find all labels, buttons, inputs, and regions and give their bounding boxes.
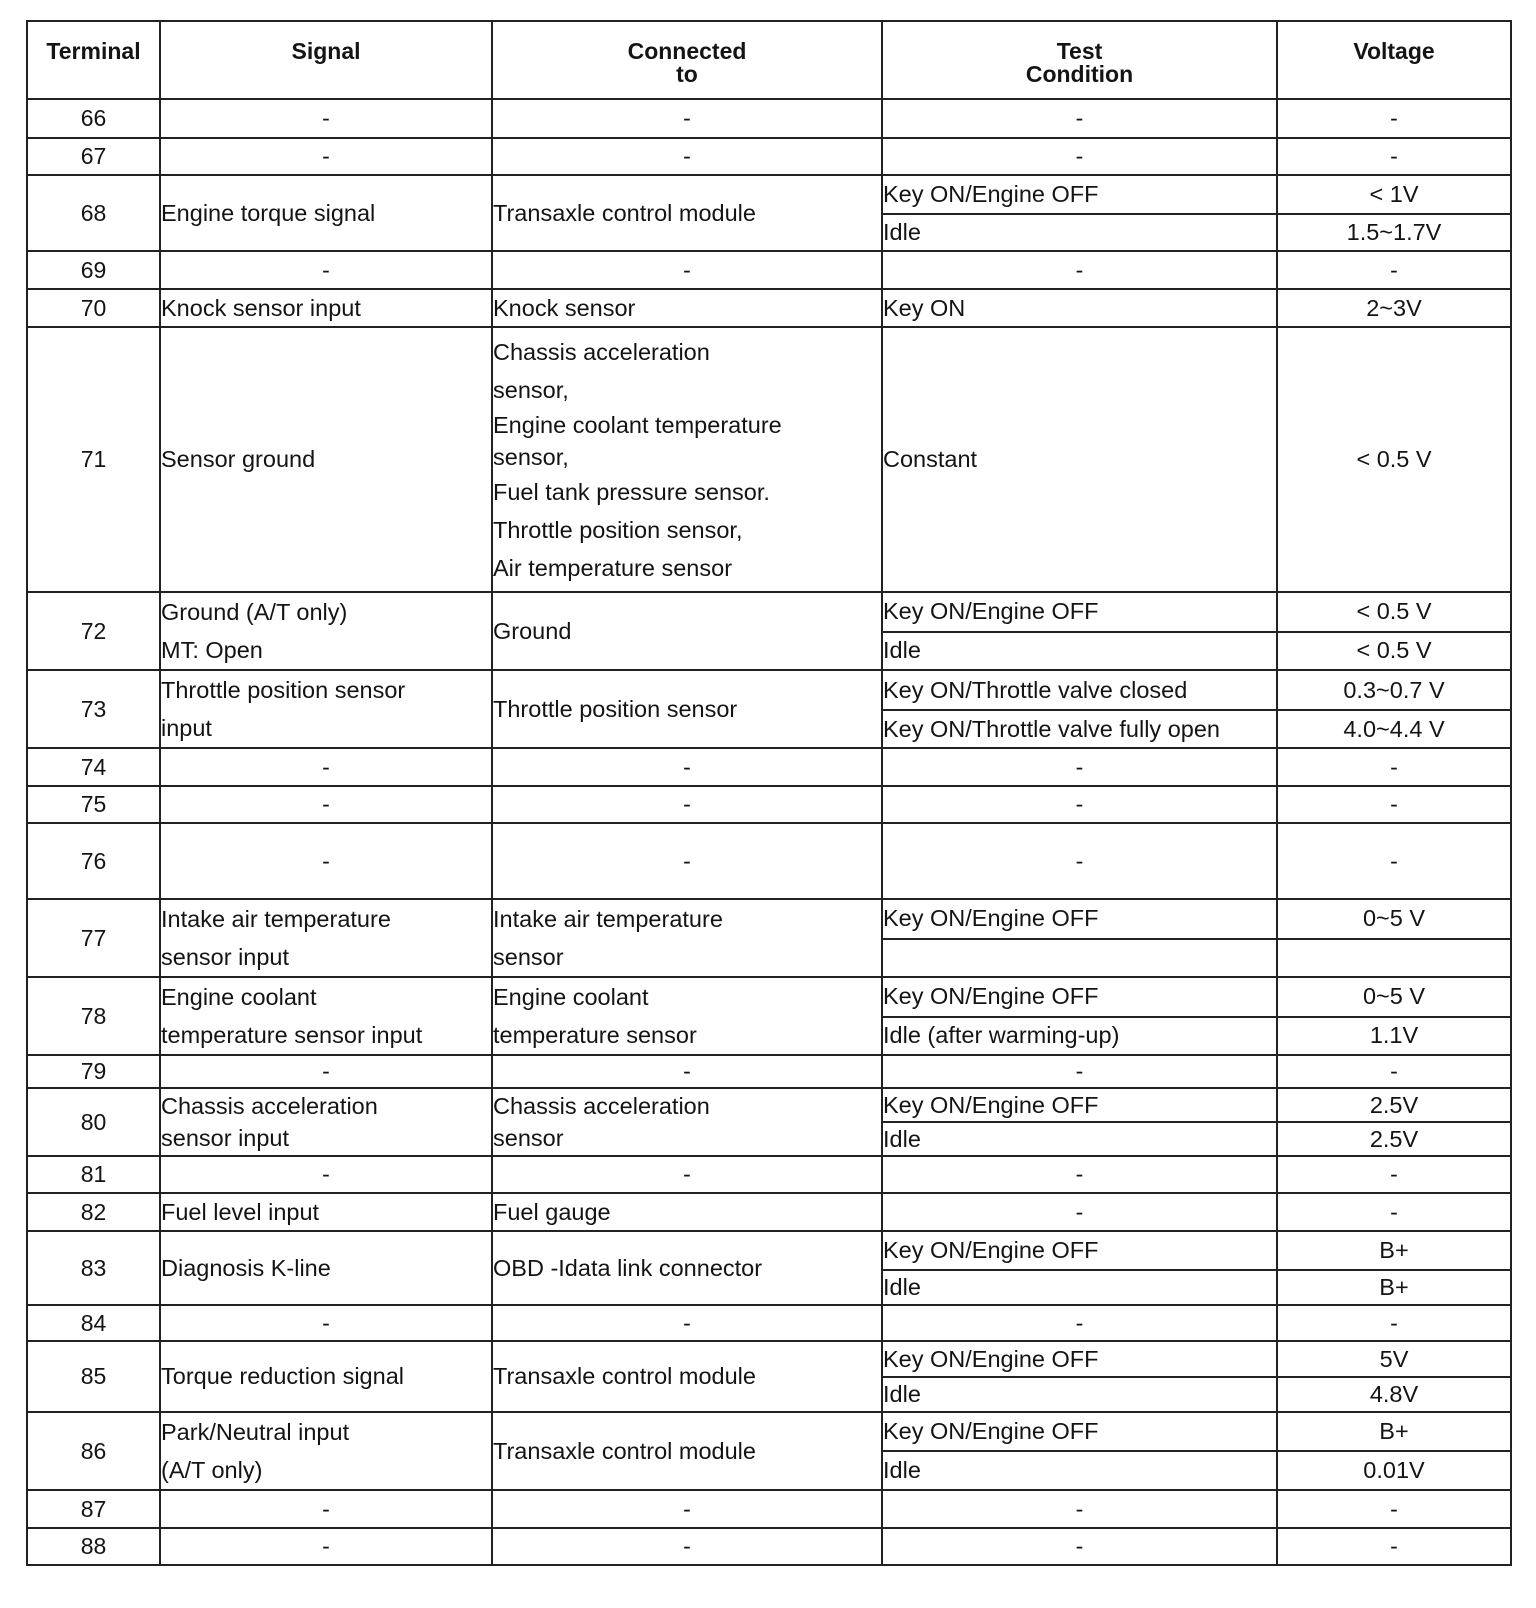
voltage-cell: - xyxy=(1277,1528,1511,1565)
table-row-83 xyxy=(27,1231,1511,1270)
connected-cell: - xyxy=(492,1528,882,1565)
signal-cell: - xyxy=(160,1528,492,1565)
condition-cell: Idle xyxy=(882,1270,1277,1305)
signal-line: (A/T only) xyxy=(161,1457,263,1483)
terminal-cell: 76 xyxy=(27,823,160,899)
connected-cell: Knock sensor xyxy=(492,289,882,327)
table-row-72 xyxy=(27,592,1511,632)
table-row-74 xyxy=(27,748,1511,786)
condition-cell: Key ON/Throttle valve closed xyxy=(882,670,1277,710)
voltage-cell: 2.5V xyxy=(1277,1088,1511,1122)
connected-cell: Ground xyxy=(492,592,882,670)
connected-line: temperature sensor xyxy=(493,1022,697,1048)
ecm-terminal-table xyxy=(26,20,1512,1566)
terminal-cell: 73 xyxy=(27,670,160,748)
terminal-cell: 75 xyxy=(27,786,160,823)
connected-line: Chassis acceleration xyxy=(493,1093,710,1119)
voltage-cell: 0.3~0.7 V xyxy=(1277,670,1511,710)
table-row-88 xyxy=(27,1528,1511,1565)
signal-cell: - xyxy=(160,99,492,138)
signal-cell: - xyxy=(160,251,492,289)
connected-line: sensor, xyxy=(493,376,569,403)
signal-cell: Fuel level input xyxy=(160,1193,492,1231)
connected-line: Intake air temperature xyxy=(493,906,723,932)
table-row-76 xyxy=(27,823,1511,899)
signal-line: Park/Neutral input xyxy=(161,1419,350,1445)
condition-cell: Key ON/Engine OFF xyxy=(882,899,1277,939)
condition-cell: - xyxy=(882,1055,1277,1088)
signal-cell: Sensor ground xyxy=(160,327,492,592)
signal-cell: - xyxy=(160,1055,492,1088)
connected-cell: - xyxy=(492,1055,882,1088)
terminal-cell: 67 xyxy=(27,138,160,175)
table-row-67 xyxy=(27,138,1511,175)
connected-cell xyxy=(492,327,882,592)
condition-cell: - xyxy=(882,823,1277,899)
table-row-79 xyxy=(27,1055,1511,1088)
voltage-cell: - xyxy=(1277,748,1511,786)
terminal-cell: 74 xyxy=(27,748,160,786)
signal-cell: - xyxy=(160,823,492,899)
table-row-82 xyxy=(27,1193,1511,1231)
condition-cell: - xyxy=(882,1156,1277,1193)
condition-cell: Key ON xyxy=(882,289,1277,327)
voltage-cell: - xyxy=(1277,1305,1511,1341)
voltage-cell: < 0.5 V xyxy=(1277,592,1511,632)
terminal-cell: 71 xyxy=(27,327,160,592)
table-row-69 xyxy=(27,251,1511,289)
voltage-cell: 4.8V xyxy=(1277,1377,1511,1412)
signal-cell xyxy=(160,592,492,670)
condition-cell: Idle xyxy=(882,1451,1277,1490)
signal-line: Ground (A/T only) xyxy=(161,599,348,625)
terminal-cell: 81 xyxy=(27,1156,160,1193)
table-row-78 xyxy=(27,977,1511,1017)
condition-cell: Key ON/Engine OFF xyxy=(882,1088,1277,1122)
connected-cell: - xyxy=(492,1305,882,1341)
signal-cell: - xyxy=(160,1490,492,1528)
connected-cell: - xyxy=(492,748,882,786)
connected-line: sensor, xyxy=(493,443,569,470)
condition-cell: - xyxy=(882,1193,1277,1231)
signal-line: sensor input xyxy=(161,944,290,970)
voltage-cell: B+ xyxy=(1277,1270,1511,1305)
table-row-87 xyxy=(27,1490,1511,1528)
table-row-85 xyxy=(27,1341,1511,1377)
header-signal: Signal xyxy=(160,21,492,99)
connected-cell: Throttle position sensor xyxy=(492,670,882,748)
connected-cell: - xyxy=(492,99,882,138)
terminal-cell: 83 xyxy=(27,1231,160,1305)
table-row-68 xyxy=(27,175,1511,214)
voltage-cell: - xyxy=(1277,823,1511,899)
connected-cell: - xyxy=(492,251,882,289)
connected-line: Chassis acceleration xyxy=(493,338,710,365)
terminal-cell: 86 xyxy=(27,1412,160,1490)
signal-cell: - xyxy=(160,748,492,786)
voltage-cell: 0.01V xyxy=(1277,1451,1511,1490)
connected-line: sensor xyxy=(493,1125,564,1151)
connected-cell: - xyxy=(492,138,882,175)
terminal-cell: 78 xyxy=(27,977,160,1055)
condition-cell: Idle (after warming-up) xyxy=(882,1017,1277,1055)
table-row-75 xyxy=(27,786,1511,823)
voltage-cell: 2~3V xyxy=(1277,289,1511,327)
signal-cell: Torque reduction signal xyxy=(160,1341,492,1412)
connected-line: Throttle position sensor, xyxy=(493,516,743,543)
signal-cell xyxy=(160,899,492,977)
signal-cell: Knock sensor input xyxy=(160,289,492,327)
signal-line: Throttle position sensor xyxy=(161,677,406,703)
signal-cell: - xyxy=(160,1156,492,1193)
terminal-cell: 70 xyxy=(27,289,160,327)
condition-cell: Key ON/Engine OFF xyxy=(882,1341,1277,1377)
voltage-cell: B+ xyxy=(1277,1412,1511,1451)
signal-line: MT: Open xyxy=(161,637,263,663)
condition-cell: - xyxy=(882,1490,1277,1528)
header-terminal: Terminal xyxy=(27,21,160,99)
condition-cell: Idle xyxy=(882,1377,1277,1412)
condition-cell: Key ON/Throttle valve fully open xyxy=(882,710,1277,748)
terminal-cell: 88 xyxy=(27,1528,160,1565)
terminal-cell: 72 xyxy=(27,592,160,670)
condition-cell: Idle xyxy=(882,632,1277,670)
terminal-cell: 69 xyxy=(27,251,160,289)
header-test-condition: Test Condition xyxy=(882,21,1277,99)
signal-cell: - xyxy=(160,138,492,175)
voltage-cell: - xyxy=(1277,1156,1511,1193)
terminal-cell: 85 xyxy=(27,1341,160,1412)
voltage-cell: 4.0~4.4 V xyxy=(1277,710,1511,748)
condition-cell: - xyxy=(882,1528,1277,1565)
voltage-cell: < 1V xyxy=(1277,175,1511,214)
voltage-cell: 0~5 V xyxy=(1277,899,1511,939)
voltage-cell: 1.5~1.7V xyxy=(1277,214,1511,251)
signal-line: Chassis acceleration xyxy=(161,1093,378,1119)
condition-cell-empty xyxy=(882,939,1277,977)
connected-cell: - xyxy=(492,1156,882,1193)
voltage-cell: < 0.5 V xyxy=(1277,632,1511,670)
terminal-cell: 84 xyxy=(27,1305,160,1341)
signal-cell xyxy=(160,1412,492,1490)
header-row xyxy=(27,21,1511,99)
condition-cell: Idle xyxy=(882,1122,1277,1156)
condition-cell: Key ON/Engine OFF xyxy=(882,977,1277,1017)
connected-cell: Fuel gauge xyxy=(492,1193,882,1231)
table-row-73 xyxy=(27,670,1511,710)
signal-line: sensor input xyxy=(161,1125,290,1151)
connected-cell: Transaxle control module xyxy=(492,175,882,251)
signal-line: temperature sensor input xyxy=(161,1022,423,1048)
voltage-cell: 5V xyxy=(1277,1341,1511,1377)
terminal-cell: 79 xyxy=(27,1055,160,1088)
signal-cell xyxy=(160,977,492,1055)
header-voltage: Voltage xyxy=(1277,21,1511,99)
signal-cell: Engine torque signal xyxy=(160,175,492,251)
connected-cell: Transaxle control module xyxy=(492,1412,882,1490)
connected-line: Engine coolant temperature xyxy=(493,411,782,438)
voltage-cell: - xyxy=(1277,99,1511,138)
voltage-cell: - xyxy=(1277,1193,1511,1231)
condition-cell: - xyxy=(882,786,1277,823)
condition-cell: Key ON/Engine OFF xyxy=(882,592,1277,632)
connected-line: Engine coolant xyxy=(493,984,649,1010)
condition-cell: Key ON/Engine OFF xyxy=(882,1231,1277,1270)
voltage-cell: - xyxy=(1277,251,1511,289)
condition-cell: - xyxy=(882,251,1277,289)
table-row-86 xyxy=(27,1412,1511,1451)
terminal-cell: 66 xyxy=(27,99,160,138)
header-connected-to: Connected to xyxy=(492,21,882,99)
signal-line: input xyxy=(161,715,212,741)
condition-cell: - xyxy=(882,1305,1277,1341)
table-row-80 xyxy=(27,1088,1511,1122)
voltage-cell: - xyxy=(1277,138,1511,175)
condition-cell: Idle xyxy=(882,214,1277,251)
condition-cell: - xyxy=(882,748,1277,786)
terminal-cell: 68 xyxy=(27,175,160,251)
condition-cell: - xyxy=(882,99,1277,138)
voltage-cell: B+ xyxy=(1277,1231,1511,1270)
signal-cell: Diagnosis K-line xyxy=(160,1231,492,1305)
terminal-cell: 87 xyxy=(27,1490,160,1528)
signal-line: Intake air temperature xyxy=(161,906,391,932)
condition-cell: Key ON/Engine OFF xyxy=(882,1412,1277,1451)
voltage-cell: 1.1V xyxy=(1277,1017,1511,1055)
connected-cell xyxy=(492,1088,882,1156)
signal-cell: - xyxy=(160,1305,492,1341)
signal-cell: - xyxy=(160,786,492,823)
table-row-84 xyxy=(27,1305,1511,1341)
signal-line: Engine coolant xyxy=(161,984,317,1010)
connected-cell: - xyxy=(492,823,882,899)
condition-cell: Key ON/Engine OFF xyxy=(882,175,1277,214)
table-row-66 xyxy=(27,99,1511,138)
connected-cell xyxy=(492,977,882,1055)
terminal-cell: 80 xyxy=(27,1088,160,1156)
voltage-cell: < 0.5 V xyxy=(1277,327,1511,592)
voltage-cell: - xyxy=(1277,786,1511,823)
pinout-page xyxy=(26,20,1510,1566)
connected-cell: - xyxy=(492,786,882,823)
condition-cell: - xyxy=(882,138,1277,175)
connected-cell: - xyxy=(492,1490,882,1528)
signal-cell xyxy=(160,1088,492,1156)
connected-line: sensor xyxy=(493,944,564,970)
voltage-cell: - xyxy=(1277,1055,1511,1088)
signal-cell xyxy=(160,670,492,748)
table-row-70 xyxy=(27,289,1511,327)
connected-cell: Transaxle control module xyxy=(492,1341,882,1412)
connected-cell xyxy=(492,899,882,977)
terminal-cell: 82 xyxy=(27,1193,160,1231)
connected-line: Fuel tank pressure sensor. xyxy=(493,478,770,505)
table-row-77 xyxy=(27,899,1511,939)
voltage-cell-empty xyxy=(1277,939,1511,977)
voltage-cell: - xyxy=(1277,1490,1511,1528)
table-row-81 xyxy=(27,1156,1511,1193)
condition-cell: Constant xyxy=(882,327,1277,592)
connected-cell: OBD -Idata link connector xyxy=(492,1231,882,1305)
table-row-71 xyxy=(27,327,1511,592)
voltage-cell: 2.5V xyxy=(1277,1122,1511,1156)
connected-line: Air temperature sensor xyxy=(493,554,733,581)
terminal-cell: 77 xyxy=(27,899,160,977)
voltage-cell: 0~5 V xyxy=(1277,977,1511,1017)
